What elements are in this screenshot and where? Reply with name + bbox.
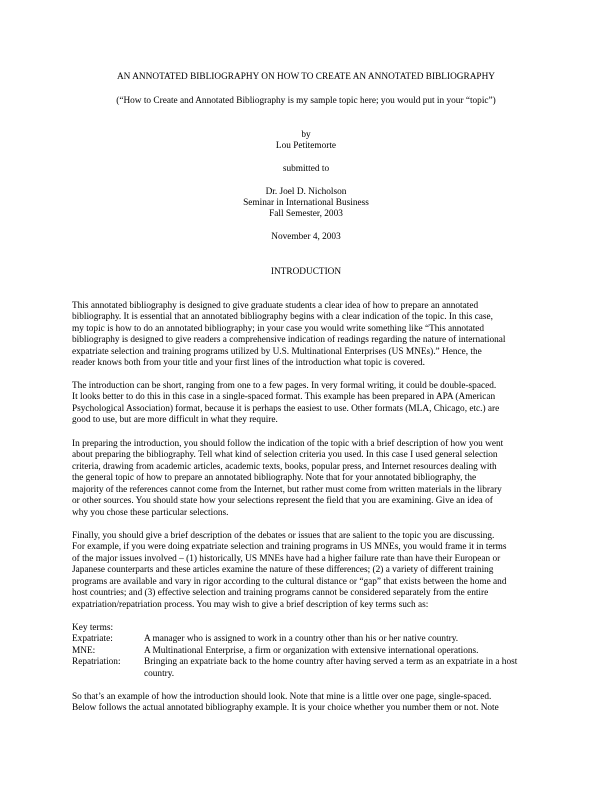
text-line: bibliography. It is essential that an annotated bibliography begins with a clear indication of the topic. In this case,: [72, 312, 494, 323]
text-line: about preparing the bibliography. Tell what kind of selection criteria you used. In this case I used general selection: [72, 450, 498, 461]
key-term-definition: A Multinational Enterprise, a firm or organization with extensive international operations.: [144, 645, 479, 656]
text-line: Psychological Association) format, because it is perhaps the easiest to use. Other formats (MLA, Chicago, etc.) are: [72, 403, 500, 414]
text-line: In preparing the introduction, you should follow the indication of the topic with a brief description of how you went: [72, 439, 504, 449]
text-line: or other sources. You should state how your selections represent the field that you are examining. Give an idea of: [72, 496, 493, 507]
text-line: So that’s an example of how the introduction should look. Note that mine is a little over one page, single-spaced.: [72, 692, 492, 702]
byline-by: by: [301, 130, 311, 140]
key-term: Expatriate:: [72, 634, 113, 645]
closing-paragraph: [72, 692, 552, 715]
paragraph-4: [72, 531, 552, 611]
semester: Fall Semester, 2003: [269, 209, 343, 219]
key-terms: [72, 623, 552, 680]
paragraph-2: [72, 381, 552, 427]
course-name: Seminar in International Business: [243, 198, 369, 208]
key-term-row: [72, 646, 552, 657]
key-term-row: [72, 634, 552, 645]
text-line: Finally, you should give a brief description of the debates or issues that are salient to the topic you are discussing.: [72, 531, 495, 541]
document-subtitle: (“How to Create and Annotated Bibliography is my sample topic here; you would put in your “topic”): [116, 96, 496, 106]
paragraph-3: [72, 439, 552, 519]
key-term-row: [72, 657, 552, 680]
key-terms-heading: Key terms:: [72, 623, 114, 633]
text-line: This annotated bibliography is designed to give graduate students a clear idea of how to prepare an annotated: [72, 301, 479, 311]
text-line: good to use, but are more difficult in what they require.: [72, 415, 278, 426]
text-line: Below follows the actual annotated bibliography example. It is your choice whether you number them or not. Note: [72, 703, 499, 714]
section-heading-introduction: INTRODUCTION: [270, 267, 342, 277]
text-line: host countries; and (3) effective selection and training programs cannot be considered separately from the entire: [72, 588, 489, 599]
text-line: my topic is how to do an annotated bibliography; in your case you would write something like “This annotated: [72, 323, 485, 334]
text-line: bibliography is designed to give readers a comprehensive indication of readings regarding the nature of international: [72, 335, 506, 346]
recipient-name: Dr. Joel D. Nicholson: [265, 187, 347, 197]
text-line: expatriation/repatriation process. You may wish to give a brief description of key terms such as:: [72, 599, 429, 610]
text-line: The introduction can be short, ranging from one to a few pages. In very formal writing, it could be double-spaced.: [72, 381, 497, 391]
author-name: Lou Petitemorte: [275, 141, 337, 151]
text-line: majority of the references cannot come from the Internet, but rather must come from written materials in the library: [72, 484, 502, 495]
text-line: programs are available and vary in rigor according to the cultural distance or “gap” that exists between the home and: [72, 576, 507, 587]
key-term: Repatriation:: [72, 657, 121, 668]
submission-date: November 4, 2003: [271, 232, 341, 242]
text-line: criteria, drawing from academic articles, academic texts, books, popular press, and Internet resources dealing with: [72, 461, 497, 472]
document-title: AN ANNOTATED BIBLIOGRAPHY ON HOW TO CREATE AN ANNOTATED BIBLIOGRAPHY: [116, 72, 496, 82]
key-term-definition: Bringing an expatriate back to the home country after having served a term as an expatriate in a host country.: [144, 657, 518, 679]
submitted-to: submitted to: [282, 164, 330, 174]
text-line: Japanese counterparts and these articles examine the nature of these differences; (2) a variety of different training: [72, 565, 494, 576]
text-line: expatriate selection and training programs utilized by U.S. Multinational Enterprises (US MNEs).” Hence, the: [72, 346, 482, 357]
paragraph-1: [72, 301, 552, 370]
text-line: of the major issues involved – (1) historically, US MNEs have had a higher failure rate than have their European or: [72, 553, 501, 564]
key-term-definition: A manager who is assigned to work in a country other than his or her native country.: [144, 634, 459, 645]
text-line: the general topic of how to prepare an annotated bibliography. Note that for your annotated bibliography, the: [72, 473, 477, 484]
text-line: For example, if you were doing expatriate selection and training programs in US MNEs, you would frame it in terms: [72, 542, 507, 553]
text-line: It looks better to do this in this case in a single-spaced format. This example has been prepared in APA (American: [72, 392, 496, 403]
text-line: why you chose these particular selections.: [72, 507, 229, 518]
key-term: MNE:: [72, 645, 96, 656]
text-line: reader knows both from your title and your first lines of the introduction what topic is covered.: [72, 358, 425, 369]
